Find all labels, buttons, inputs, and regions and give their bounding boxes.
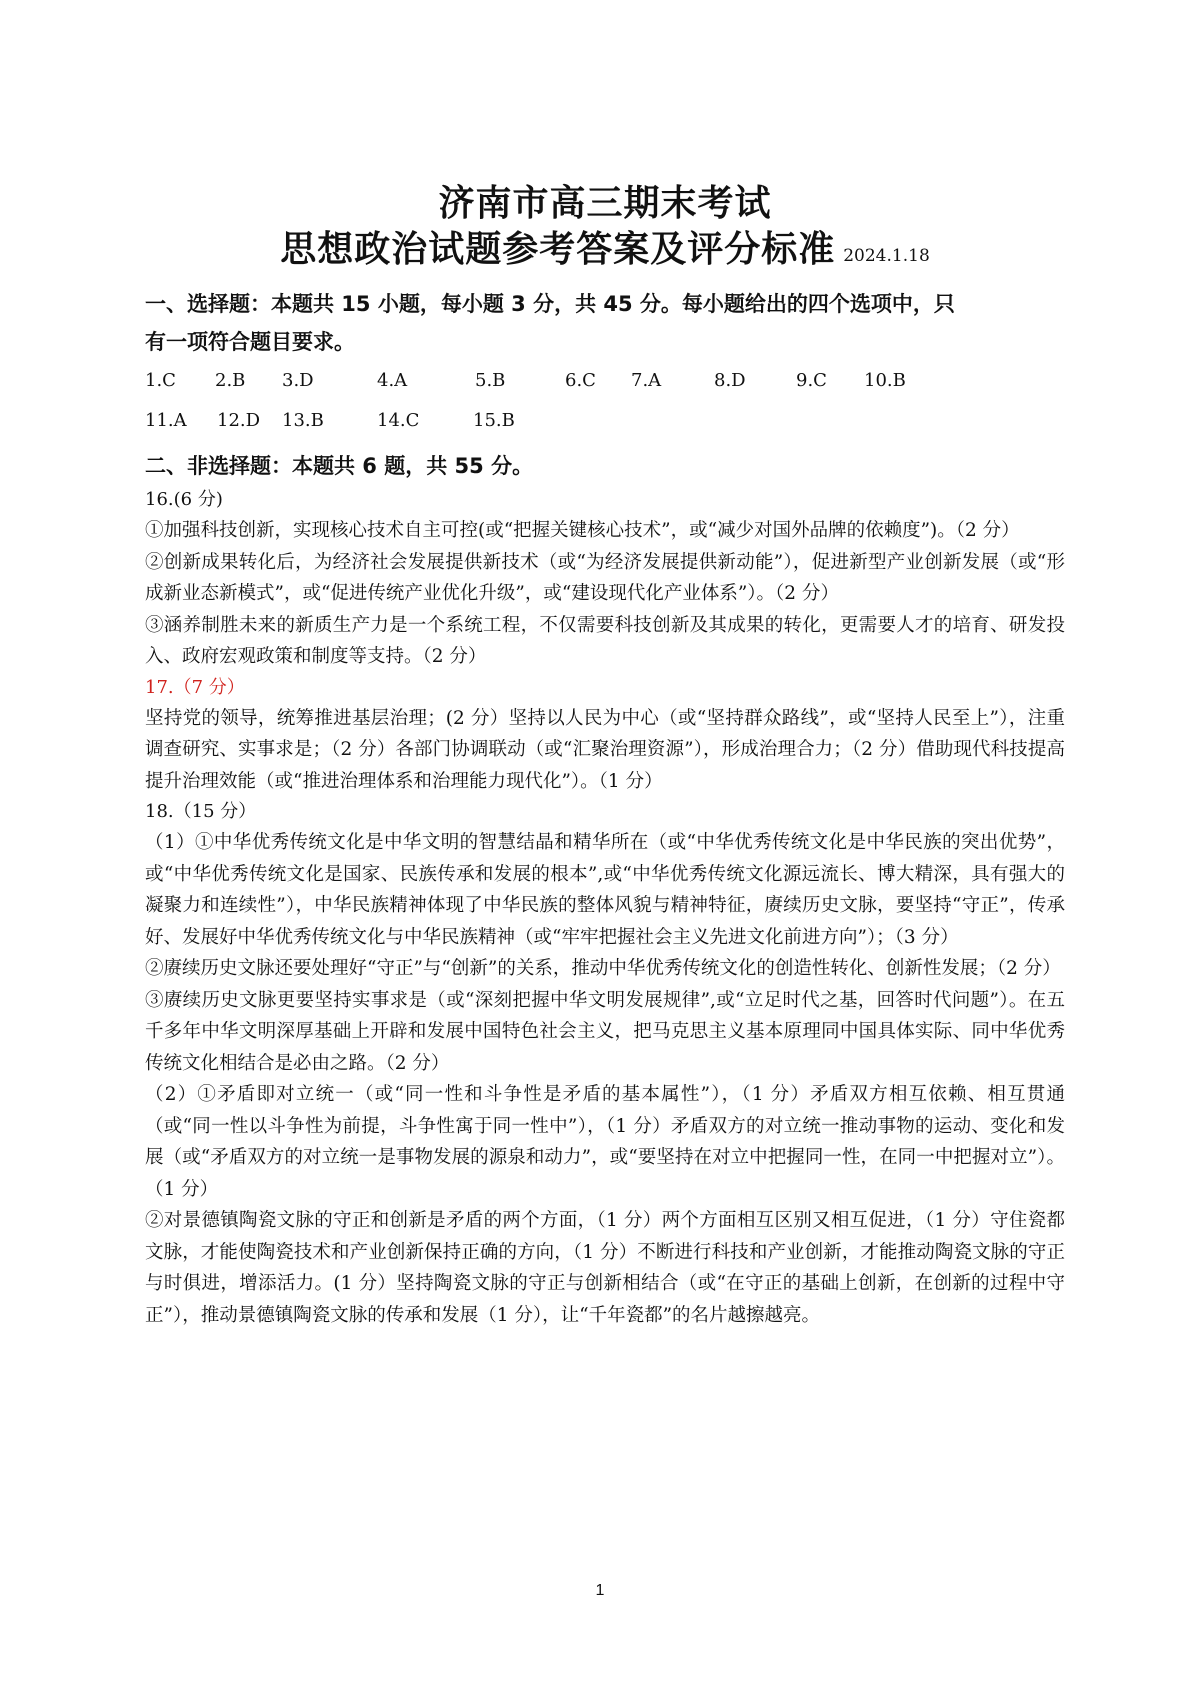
answer-item: 14.C xyxy=(377,410,420,431)
q18-part2-point-1: （2）①矛盾即对立统一（或“同一性和斗争性是矛盾的基本属性”），（1 分）矛盾双方相互依赖、相互贯通（或“同一性以斗争性为前提，斗争性寓于同一性中”），（1 分）矛盾双方的对立统一推动事物的运动、变化和发展（或“矛盾双方的对立统一是事物发展的源泉和动力”，或“要坚持在对立中把握同一性，在同一中把握对立”）。（1 分） xyxy=(145,1084,1065,1200)
q18-heading: 18.（15 分） xyxy=(145,801,257,822)
answer-row-2 xyxy=(145,401,1065,441)
answer-item: 15.B xyxy=(473,410,515,431)
section1-heading-line1: 一、选择题：本题共 15 小题，每小题 3 分，共 45 分。每小题给出的四个选项中，只 xyxy=(145,292,955,316)
q18-part1-point-1: （1）①中华优秀传统文化是中华文明的智慧结晶和精华所在（或“中华优秀传统文化是中华民族的突出优势”，或“中华优秀传统文化是国家、民族传承和发展的根本”,或“中华优秀传统文化源远流长、博大精深，具有强大的凝聚力和连续性”），中华民族精神体现了中华民族的整体风貌与精神特征，赓续历史文脉，要坚持“守正”，传承好、发展好中华优秀传统文化与中华民族精神（或“牢牢把握社会主义先进文化前进方向”）；（3 分） xyxy=(145,832,1065,948)
answer-item: 1.C xyxy=(145,370,176,391)
answer-item: 6.C xyxy=(565,370,596,391)
section2-heading: 二、非选择题：本题共 6 题，共 55 分。 xyxy=(145,454,534,478)
section1-heading xyxy=(145,285,1065,361)
q17-heading: 17.（7 分） xyxy=(145,676,245,698)
answer-item: 4.A xyxy=(377,370,408,391)
answer-item: 5.B xyxy=(475,370,506,391)
answer-item: 2.B xyxy=(215,370,246,391)
exam-date: 2024.1.18 xyxy=(843,246,930,266)
answer-item: 13.B xyxy=(282,410,324,431)
section1-heading-line2: 有一项符合题目要求。 xyxy=(145,330,355,354)
q16-point-1: ①加强科技创新，实现核心技术自主可控(或“把握关键核心技术”，或“减少对国外品牌的依赖度”)。（2 分） xyxy=(145,520,1020,541)
answer-item: 10.B xyxy=(864,370,906,391)
answer-item: 3.D xyxy=(282,370,314,391)
answer-item: 9.C xyxy=(796,370,827,391)
page-number: 1 xyxy=(595,1582,605,1599)
answer-item: 11.A xyxy=(145,410,187,431)
answer-item: 12.D xyxy=(217,410,261,431)
answer-item: 8.D xyxy=(714,370,746,391)
document-subtitle xyxy=(145,226,1065,279)
subtitle-text: 思想政治试题参考答案及评分标准 xyxy=(280,228,836,270)
q16-point-3: ③涵养制胜未来的新质生产力是一个系统工程，不仅需要科技创新及其成果的转化，更需要人才的培育、研发投入、政府宏观政策和制度等支持。（2 分） xyxy=(145,614,1065,667)
q18-part1-point-3: ③赓续历史文脉更要坚持实事求是（或“深刻把握中华文明发展规律”,或“立足时代之基，回答时代问题”）。在五千多年中华文明深厚基础上开辟和发展中国特色社会主义，把马克思主义基本原理同中国具体实际、同中华优秀传统文化相结合是必由之路。（2 分） xyxy=(145,989,1065,1074)
answer-item: 7.A xyxy=(631,370,662,391)
document-page xyxy=(145,180,1065,1331)
q17-answer: 坚持党的领导，统筹推进基层治理；(2 分）坚持以人民为中心（或“坚持群众路线”，或“坚持人民至上”），注重调查研究、实事求是；（2 分）各部门协调联动（或“汇聚治理资源”），形成治理合力；（2 分）借助现代科技提高提升治理效能（或“推进治理体系和治理能力现代化”）。（1 分） xyxy=(145,707,1065,792)
q16-point-2: ②创新成果转化后，为经济社会发展提供新技术（或“为经济发展提供新动能”），促进新型产业创新发展（或“形成新业态新模式”，或“促进传统产业优化升级”，或“建设现代化产业体系”）。（2 分） xyxy=(145,551,1065,604)
q18-part2-point-2: ②对景德镇陶瓷文脉的守正和创新是矛盾的两个方面，（1 分）两个方面相互区别又相互促进，（1 分）守住瓷都文脉，才能使陶瓷技术和产业创新保持正确的方向，（1 分）不断进行科技和产业创新，才能推动陶瓷文脉的守正与时俱进，增添活力。(1 分）坚持陶瓷文脉的守正与创新相结合（或“在守正的基础上创新，在创新的过程中守正”），推动景德镇陶瓷文脉的传承和发展（1 分），让“千年瓷都”的名片越擦越亮。 xyxy=(145,1210,1065,1326)
document-title: 济南市高三期末考试 xyxy=(438,182,772,224)
answer-row-1 xyxy=(145,361,1065,401)
q18-part1-point-2: ②赓续历史文脉还要处理好“守正”与“创新”的关系，推动中华优秀传统文化的创造性转化、创新性发展；（2 分） xyxy=(145,958,1061,979)
q16-heading: 16.(6 分) xyxy=(145,489,223,510)
